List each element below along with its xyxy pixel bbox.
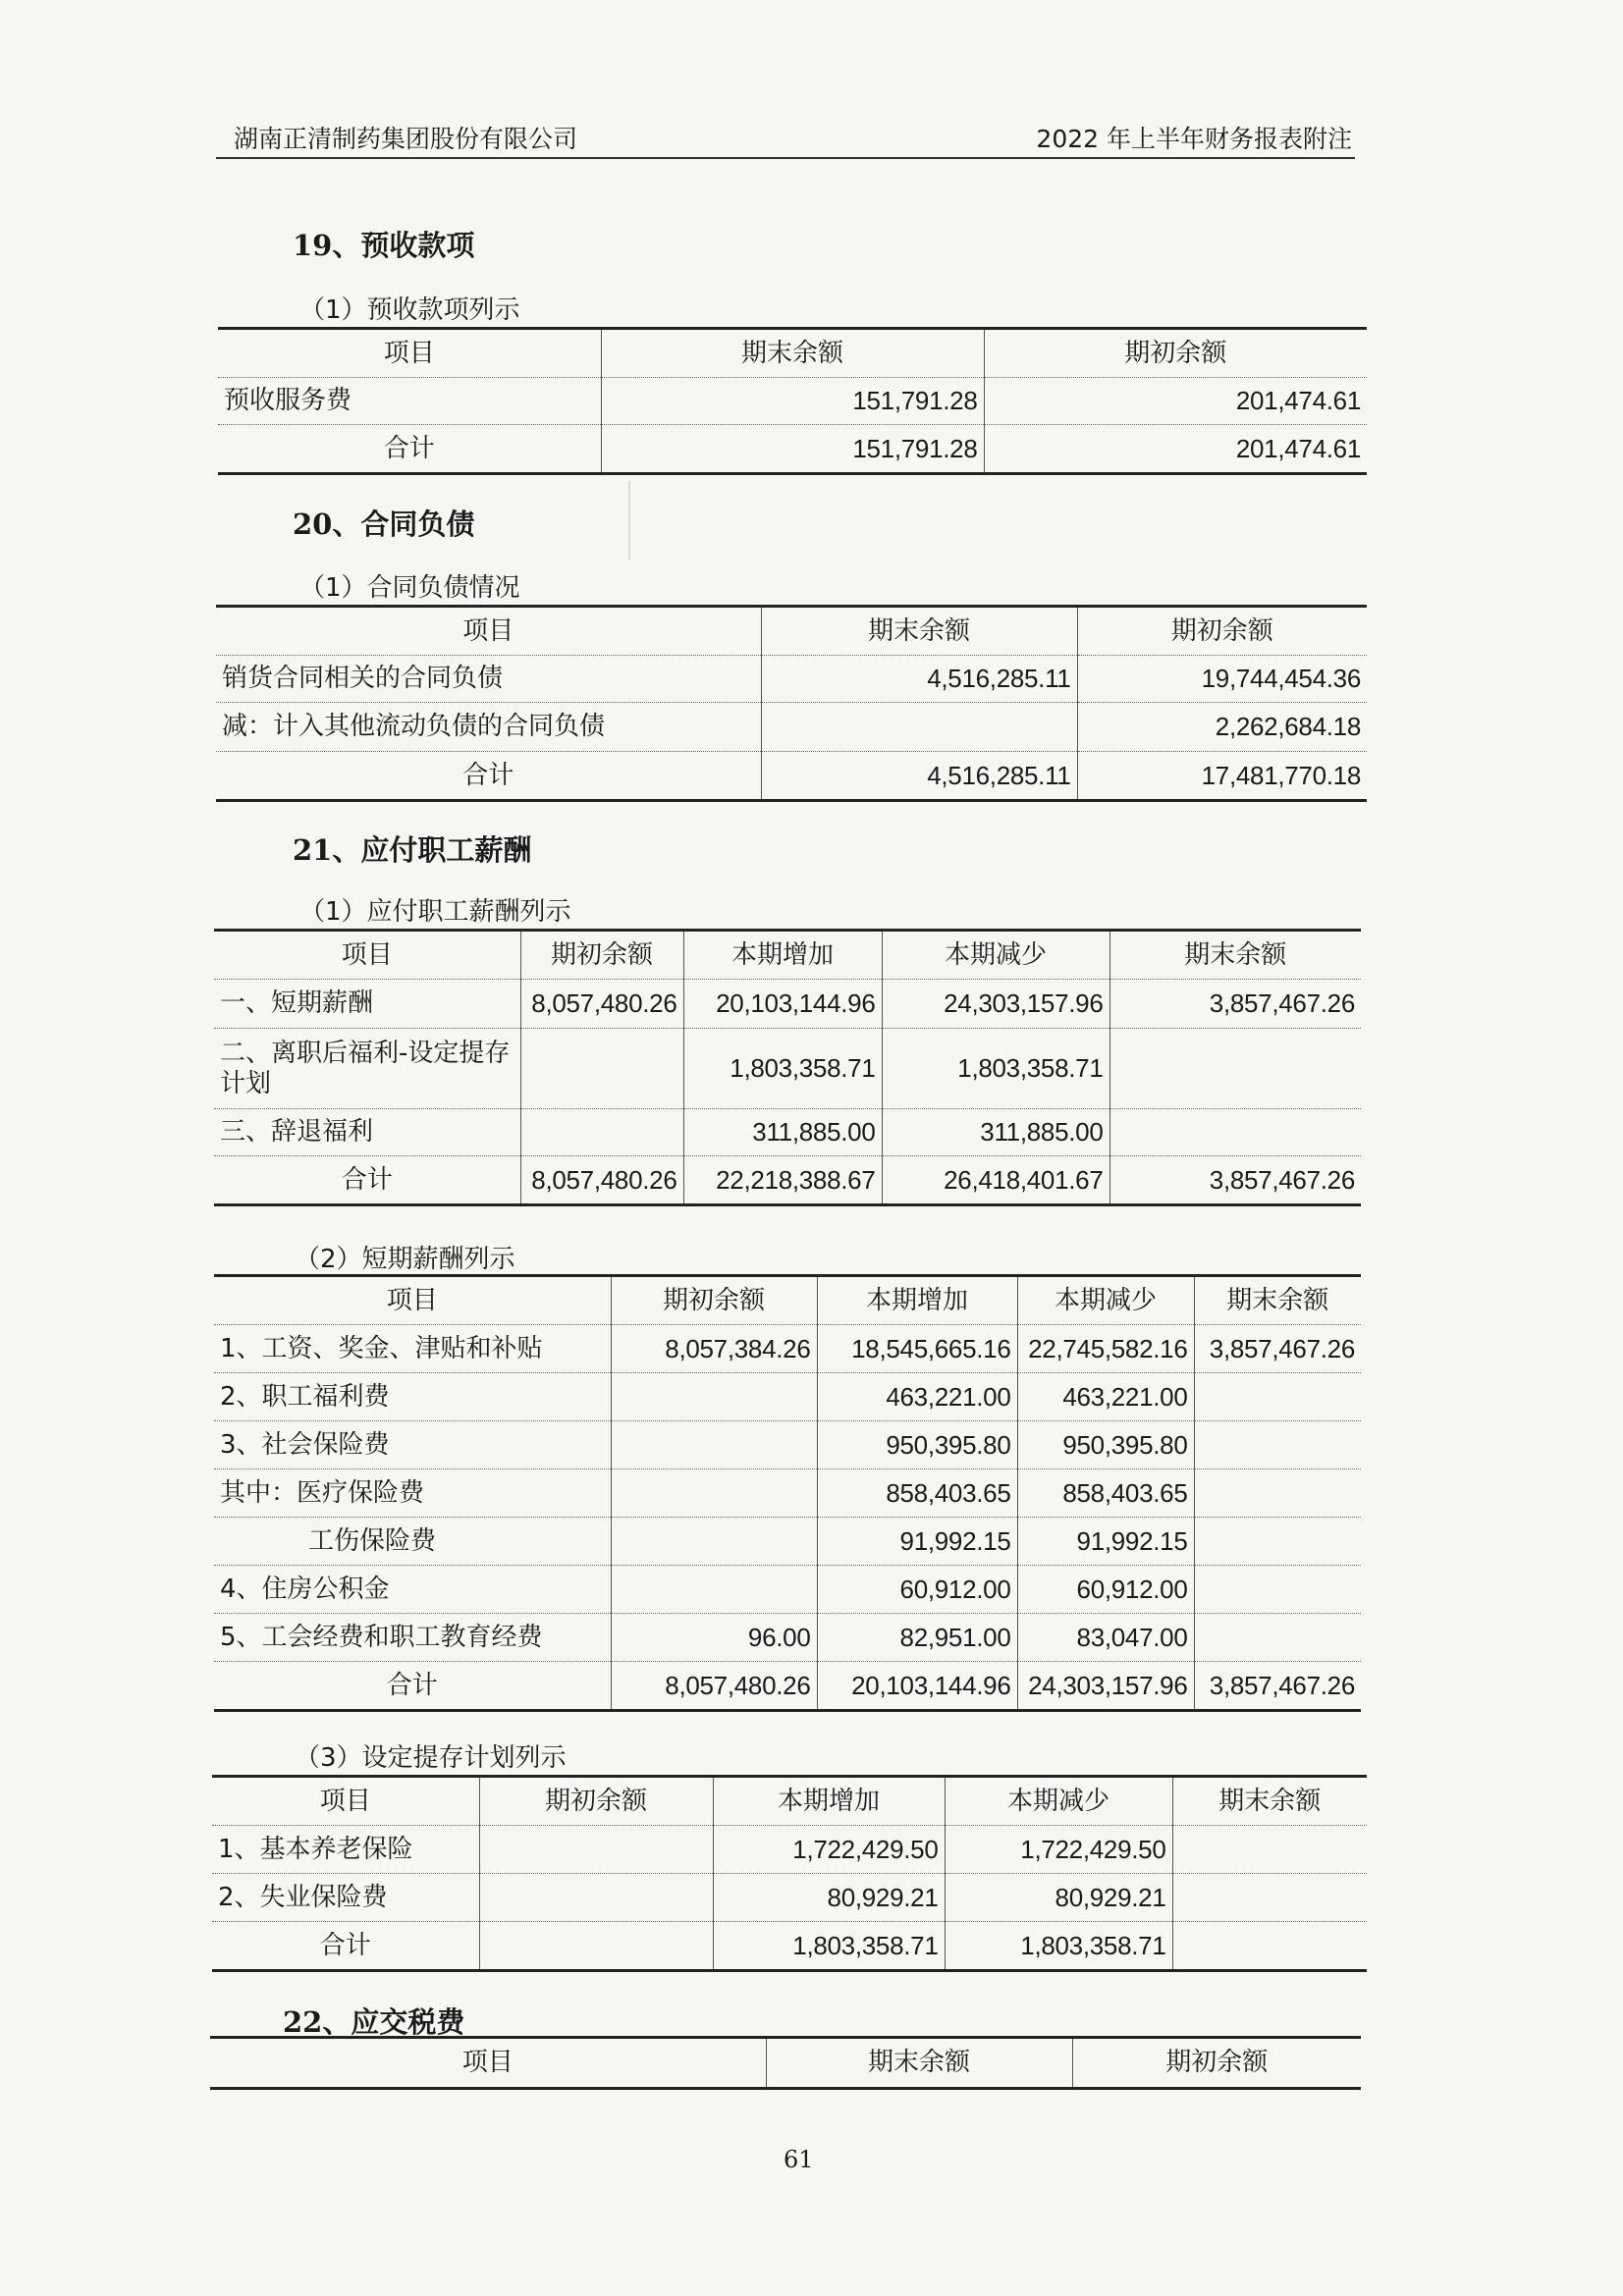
cell-value: 3,857,467.26 [1194,1325,1361,1373]
cell-value [611,1421,817,1469]
cell-value [611,1518,817,1566]
table-row [214,1325,1361,1373]
row-label: 合计 [214,1156,520,1205]
row-label: 合计 [212,1922,479,1971]
cell-value [761,703,1077,752]
col-header-item: 项目 [218,329,601,378]
cell-value: 20,103,144.96 [683,980,882,1029]
col-header-item: 项目 [214,1276,611,1325]
table-row [214,1109,1361,1156]
cell-value: 91,992.15 [1017,1518,1194,1566]
table-row [214,1614,1361,1662]
col-header-ending: 期末余额 [1109,931,1361,980]
row-label: 3、社会保险费 [214,1421,611,1469]
cell-value: 1,803,358.71 [945,1922,1172,1971]
table-row [218,378,1367,425]
cell-value: 22,218,388.67 [683,1156,882,1205]
cell-value: 151,791.28 [601,378,984,425]
table-header-row [216,607,1367,656]
table-row [214,1421,1361,1469]
cell-value: 60,912.00 [817,1566,1017,1614]
cell-value [479,1922,713,1971]
table-taxes-payable [210,2036,1361,2090]
row-label: 工伤保险费 [214,1518,611,1566]
table-short-term-compensation [214,1274,1361,1712]
table-total-row [214,1662,1361,1711]
table-row [214,1469,1361,1518]
cell-value [1194,1373,1361,1421]
cell-value: 201,474.61 [984,425,1367,474]
page-number: 61 [784,2146,814,2173]
row-label: 5、工会经费和职工教育经费 [214,1614,611,1662]
cell-value: 80,929.21 [945,1874,1172,1922]
col-header-opening: 期初余额 [520,931,683,980]
col-header-ending: 期末余额 [601,329,984,378]
row-label: 销货合同相关的合同负债 [216,656,761,703]
company-name: 湖南正清制药集团股份有限公司 [234,125,578,153]
table-row [214,1029,1361,1109]
cell-value [1194,1469,1361,1518]
table-header-row [218,329,1367,378]
table-total-row [214,1156,1361,1205]
row-label: 其中：医疗保险费 [214,1469,611,1518]
row-label: 1、基本养老保险 [212,1826,479,1874]
table-total-row [212,1922,1367,1971]
cell-value: 3,857,467.26 [1109,1156,1361,1205]
cell-value: 8,057,480.26 [520,980,683,1029]
cell-value: 19,744,454.36 [1077,656,1367,703]
cell-value [611,1469,817,1518]
table-employee-payables [214,929,1361,1206]
cell-value: 463,221.00 [1017,1373,1194,1421]
cell-value: 4,516,285.11 [761,752,1077,801]
col-header-ending: 期末余额 [766,2038,1072,2089]
row-label: 合计 [218,425,601,474]
cell-value [1194,1518,1361,1566]
cell-value [1172,1874,1367,1922]
col-header-opening: 期初余额 [1072,2038,1361,2089]
report-title: 2022 年上半年财务报表附注 [1036,125,1352,153]
cell-value: 1,722,429.50 [713,1826,945,1874]
cell-value [1194,1614,1361,1662]
cell-value: 24,303,157.96 [1017,1662,1194,1711]
cell-value: 20,103,144.96 [817,1662,1017,1711]
cell-value [611,1566,817,1614]
cell-value: 311,885.00 [882,1109,1109,1156]
table-row [214,1566,1361,1614]
cell-value: 17,481,770.18 [1077,752,1367,801]
row-label: 合计 [216,752,761,801]
section-title-19: 19、预收款项 [293,229,475,262]
cell-value: 8,057,480.26 [520,1156,683,1205]
cell-value: 1,803,358.71 [882,1029,1109,1109]
table-header-row [210,2038,1361,2089]
cell-value: 22,745,582.16 [1017,1325,1194,1373]
cell-value: 82,951.00 [817,1614,1017,1662]
row-label: 一、短期薪酬 [214,980,520,1029]
subsection-title-21-2: （2）短期薪酬列示 [295,1245,515,1274]
table-advance-receipts [218,327,1367,475]
table-row [214,980,1361,1029]
cell-value [479,1826,713,1874]
cell-value: 950,395.80 [817,1421,1017,1469]
col-header-decrease: 本期减少 [1017,1276,1194,1325]
cell-value: 151,791.28 [601,425,984,474]
header-rule [216,157,1355,159]
cell-value [1172,1922,1367,1971]
cell-value [1194,1566,1361,1614]
cell-value [479,1874,713,1922]
cell-value: 1,803,358.71 [713,1922,945,1971]
cell-value [520,1029,683,1109]
section-title-22: 22、应交税费 [283,2005,465,2039]
row-label: 减：计入其他流动负债的合同负债 [216,703,761,752]
cell-value: 18,545,665.16 [817,1325,1017,1373]
table-contract-liabilities [216,605,1367,802]
cell-value: 3,857,467.26 [1109,980,1361,1029]
cell-value [1194,1421,1361,1469]
col-header-decrease: 本期减少 [945,1777,1172,1826]
cell-value: 311,885.00 [683,1109,882,1156]
scan-artifact [628,481,630,560]
cell-value: 8,057,480.26 [611,1662,817,1711]
section-title-21: 21、应付职工薪酬 [293,833,532,867]
col-header-increase: 本期增加 [683,931,882,980]
cell-value: 858,403.65 [1017,1469,1194,1518]
cell-value: 91,992.15 [817,1518,1017,1566]
table-row [216,703,1367,752]
table-total-row [216,752,1367,801]
table-defined-contribution-plan [212,1775,1367,1972]
table-header-row [214,931,1361,980]
col-header-increase: 本期增加 [713,1777,945,1826]
cell-value: 201,474.61 [984,378,1367,425]
col-header-opening: 期初余额 [1077,607,1367,656]
col-header-ending: 期末余额 [761,607,1077,656]
cell-value [520,1109,683,1156]
col-header-item: 项目 [210,2038,766,2089]
cell-value: 1,803,358.71 [683,1029,882,1109]
row-label: 4、住房公积金 [214,1566,611,1614]
row-label: 二、离职后福利-设定提存计划 [214,1029,520,1109]
col-header-item: 项目 [216,607,761,656]
col-header-opening: 期初余额 [479,1777,713,1826]
col-header-ending: 期末余额 [1194,1276,1361,1325]
cell-value: 26,418,401.67 [882,1156,1109,1205]
row-label: 三、辞退福利 [214,1109,520,1156]
table-row [216,656,1367,703]
row-label: 合计 [214,1662,611,1711]
table-row [212,1874,1367,1922]
row-label: 1、工资、奖金、津贴和补贴 [214,1325,611,1373]
table-row [214,1518,1361,1566]
cell-value [1109,1109,1361,1156]
cell-value: 83,047.00 [1017,1614,1194,1662]
row-label: 2、失业保险费 [212,1874,479,1922]
subsection-title-21-3: （3）设定提存计划列示 [295,1743,567,1773]
subsection-title-21-1: （1）应付职工薪酬列示 [299,897,571,927]
table-row [214,1373,1361,1421]
col-header-decrease: 本期减少 [882,931,1109,980]
cell-value: 60,912.00 [1017,1566,1194,1614]
row-label: 预收服务费 [218,378,601,425]
col-header-item: 项目 [212,1777,479,1826]
cell-value: 4,516,285.11 [761,656,1077,703]
cell-value [1172,1826,1367,1874]
subsection-title-20-1: （1）合同负债情况 [299,573,520,603]
table-row [212,1826,1367,1874]
cell-value: 96.00 [611,1614,817,1662]
subsection-title-19-1: （1）预收款项列示 [299,295,520,325]
table-total-row [218,425,1367,474]
col-header-item: 项目 [214,931,520,980]
cell-value: 3,857,467.26 [1194,1662,1361,1711]
cell-value: 24,303,157.96 [882,980,1109,1029]
col-header-opening: 期初余额 [984,329,1367,378]
section-title-20: 20、合同负债 [293,507,475,541]
col-header-opening: 期初余额 [611,1276,817,1325]
col-header-increase: 本期增加 [817,1276,1017,1325]
col-header-ending: 期末余额 [1172,1777,1367,1826]
table-header-row [212,1777,1367,1826]
cell-value: 858,403.65 [817,1469,1017,1518]
cell-value: 950,395.80 [1017,1421,1194,1469]
cell-value: 2,262,684.18 [1077,703,1367,752]
cell-value: 8,057,384.26 [611,1325,817,1373]
row-label: 2、职工福利费 [214,1373,611,1421]
cell-value: 80,929.21 [713,1874,945,1922]
cell-value: 463,221.00 [817,1373,1017,1421]
cell-value: 1,722,429.50 [945,1826,1172,1874]
cell-value [611,1373,817,1421]
table-header-row [214,1276,1361,1325]
cell-value [1109,1029,1361,1109]
